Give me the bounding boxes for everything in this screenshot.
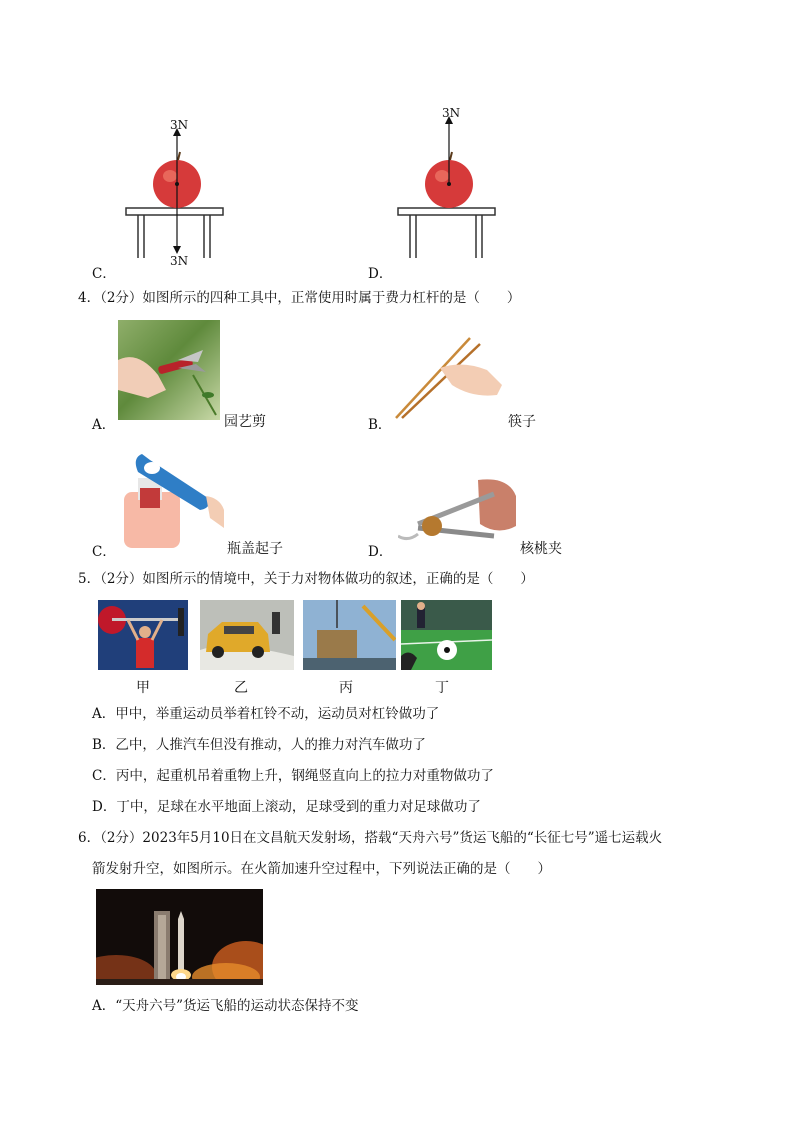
- q6-option-a: A．“天舟六号”货运飞船的运动状态保持不变: [92, 998, 359, 1014]
- q5-stem: 5．（2分）如图所示的情境中，关于力对物体做功的叙述，正确的是（ ）: [78, 571, 534, 587]
- nutcracker-photo: [398, 476, 518, 548]
- q5-option-a: A．甲中，举重运动员举着杠铃不动，运动员对杠铃做功了: [92, 706, 440, 722]
- crane-lifting-photo: [303, 600, 396, 670]
- q3-option-d-figure: [390, 100, 505, 270]
- q3-c-force-up-label: 3N: [170, 118, 189, 132]
- weightlifter-photo: [98, 600, 188, 670]
- q4-option-d-label: D．: [368, 544, 393, 560]
- q4-option-c-caption: 瓶盖起子: [227, 541, 283, 557]
- q6-stem-line1: 6．（2分）2023年5月10日在文昌航天发射场，搭载“天舟六号”货运飞船的“长征七号”遥七运载火: [78, 830, 663, 846]
- soccer-ball-photo: [401, 600, 492, 670]
- q5-option-c: C．丙中，起重机吊着重物上升，钢绳竖直向上的拉力对重物做功了: [92, 768, 494, 784]
- q5-option-d: D．丁中，足球在水平地面上滚动，足球受到的重力对足球做功了: [92, 799, 481, 815]
- chopsticks-photo: [392, 330, 504, 422]
- q4-option-b-label: B．: [368, 417, 392, 433]
- q5-label-bing: 丙: [339, 680, 353, 696]
- rocket-launch-photo: [96, 889, 263, 985]
- bottle-opener-photo: [120, 448, 224, 548]
- q5-label-jia: 甲: [136, 680, 150, 696]
- garden-shears-photo: [118, 320, 220, 420]
- push-car-photo: [200, 600, 294, 670]
- q4-option-c-label: C．: [92, 544, 116, 560]
- q4-option-d-caption: 核桃夹: [520, 541, 562, 557]
- q4-stem: 4．（2分）如图所示的四种工具中，正常使用时属于费力杠杆的是（ ）: [78, 290, 521, 306]
- apple-on-table-figure-d: [390, 100, 505, 270]
- q5-option-b: B．乙中，人推汽车但没有推动，人的推力对汽车做功了: [92, 737, 426, 753]
- q3-c-force-down-label: 3N: [170, 254, 189, 268]
- q4-option-b-caption: 筷子: [508, 414, 536, 430]
- q3-option-c-label: C．: [92, 266, 116, 282]
- q4-option-a-label: A．: [92, 417, 116, 433]
- q3-option-d-label: D．: [368, 266, 393, 282]
- q5-label-ding: 丁: [435, 680, 449, 696]
- q6-stem-line2: 箭发射升空，如图所示。在火箭加速升空过程中，下列说法正确的是（ ）: [92, 861, 551, 877]
- q5-label-yi: 乙: [234, 680, 248, 696]
- q4-option-a-caption: 园艺剪: [224, 414, 266, 430]
- q3-d-force-up-label: 3N: [442, 106, 461, 120]
